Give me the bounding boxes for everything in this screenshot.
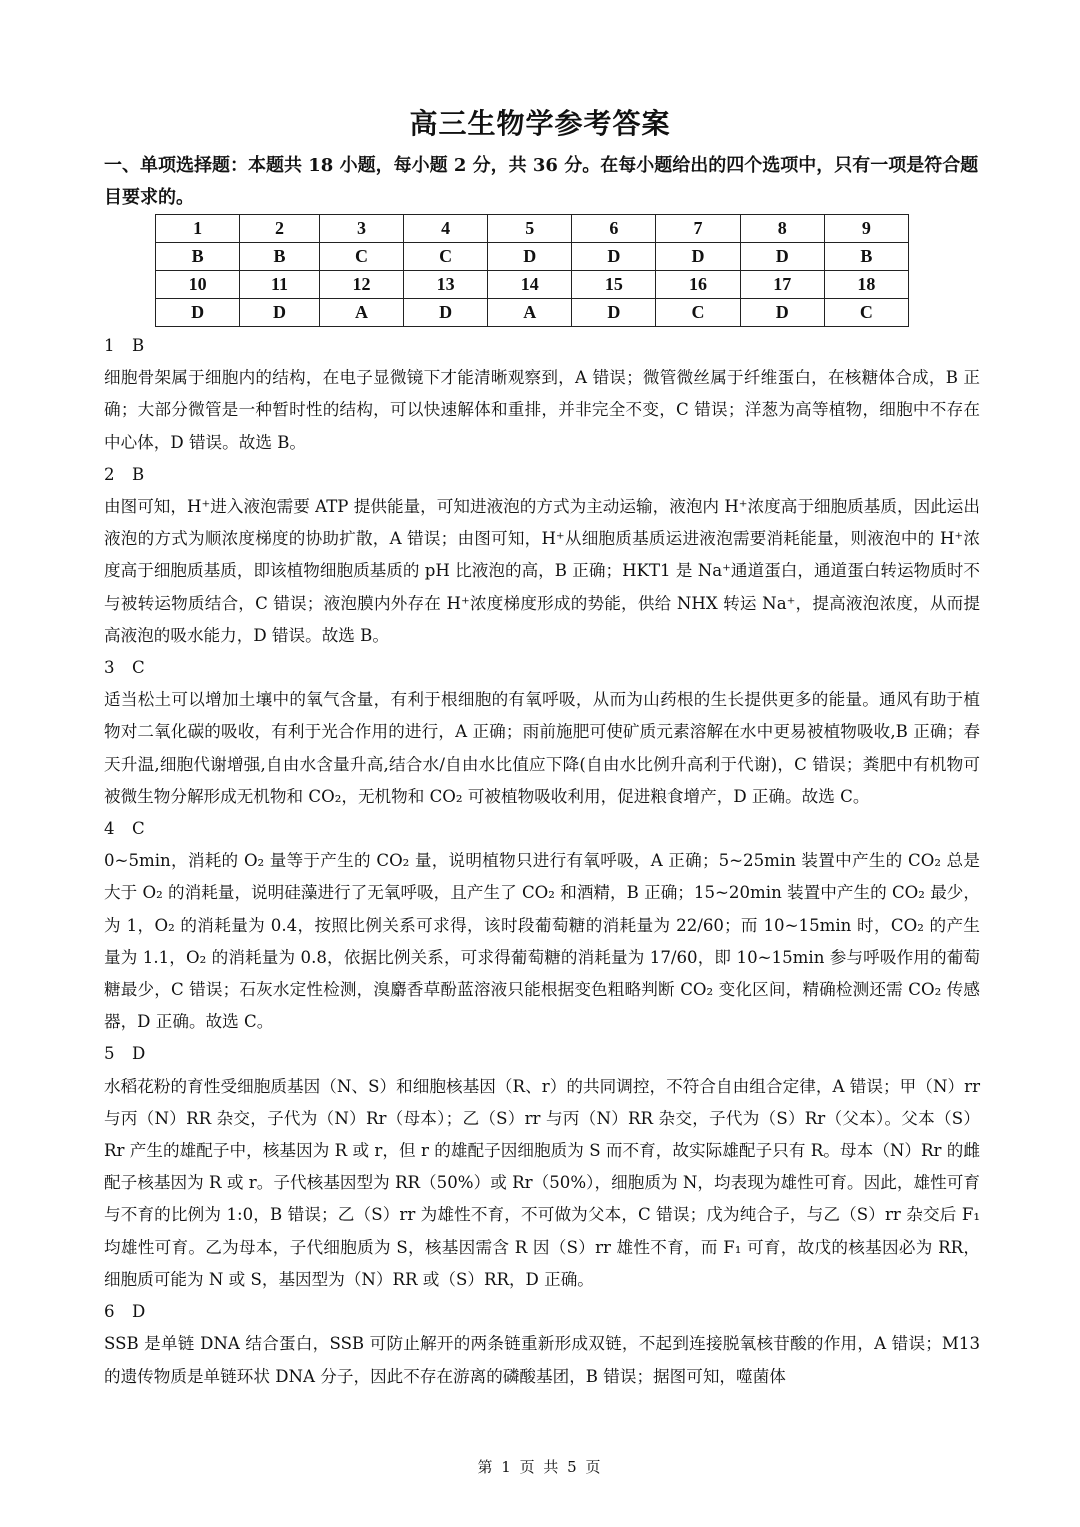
table-cell: 12 [319, 271, 403, 299]
table-cell: C [824, 299, 908, 327]
question-number: 6 [104, 1302, 115, 1322]
table-cell: A [488, 299, 572, 327]
question-number: 3 [104, 658, 115, 678]
table-cell: D [156, 299, 240, 327]
question-number: 2 [104, 464, 115, 484]
table-cell: B [824, 243, 908, 271]
answer-table [155, 214, 909, 327]
question-header [104, 1296, 980, 1328]
page-title: 高三生物学参考答案 [409, 107, 671, 140]
table-cell: C [656, 299, 740, 327]
table-cell: 14 [488, 271, 572, 299]
table-cell: D [656, 243, 740, 271]
table-cell: D [572, 299, 656, 327]
table-cell: 15 [572, 271, 656, 299]
table-cell: C [319, 243, 403, 271]
table-cell: 1 [156, 215, 240, 243]
table-cell: 13 [404, 271, 488, 299]
table-cell: 18 [824, 271, 908, 299]
page-footer: 第 1 页 共 5 页 [477, 1458, 603, 1476]
table-cell: 7 [656, 215, 740, 243]
question-answer: C [132, 819, 145, 839]
table-cell: 5 [488, 215, 572, 243]
question-answer: B [132, 464, 145, 484]
question-number: 1 [104, 336, 115, 355]
table-cell: B [240, 243, 320, 271]
table-cell: C [404, 243, 488, 271]
table-cell: A [319, 299, 403, 327]
question-explanation: 水稻花粉的育性受细胞质基因（N、S）和细胞核基因（R、r）的共同调控，不符合自由组合定律，A 错误；甲（N）rr 与丙（N）RR 杂交，子代为（N）Rr（母本）；乙（S）rr 与丙（N）RR 杂交，子代为（S）Rr（父本）。父本（S）Rr 产生的雄配子中，核基因为 R 或 r，但 r 的雄配子因细胞质为 S 而不育，故实际雄配子只有 R。母本（N）Rr 的雌配子核基因为 R 或 r。子代核基因型为 RR（50%）或 Rr（50%），细胞质为 N，均表现为雄性可育。因此，雄性可育与不育的比例为 1:0，B 错误；乙（S）rr 为雄性不育，不可做为父本，C 错误；戊为纯合子，与乙（S）rr 杂交后 F₁ 均雄性可育。乙为母本，子代细胞质为 S，核基因需含 R 因（S）rr 雄性不育，而 F₁ 可育，故戊的核基因必为 RR，细胞质可能为 N 或 S，基因型为（N）RR 或（S）RR，D 正确。 [104, 1076, 980, 1289]
table-cell: D [404, 299, 488, 327]
table-cell: 6 [572, 215, 656, 243]
table-cell: D [572, 243, 656, 271]
question-number: 4 [104, 819, 115, 839]
table-cell: D [240, 299, 320, 327]
table-cell: 8 [740, 215, 824, 243]
question-header [104, 652, 980, 684]
table-row [156, 243, 909, 271]
table-cell: 9 [824, 215, 908, 243]
table-cell: 2 [240, 215, 320, 243]
table-row [156, 215, 909, 243]
table-cell: 16 [656, 271, 740, 299]
table-cell: 11 [240, 271, 320, 299]
question-explanation: 由图可知，H⁺进入液泡需要 ATP 提供能量，可知进液泡的方式为主动运输，液泡内 H⁺浓度高于细胞质基质，因此运出液泡的方式为顺浓度梯度的协助扩散，A 错误；由图可知，H⁺从细胞质基质运进液泡需要消耗能量，则液泡中的 H⁺浓度高于细胞质基质，即该植物细胞质基质的 pH 比液泡的高，B 正确；HKT1 是 Na⁺通道蛋白，通道蛋白转运物质时不与被转运物质结合，C 错误；液泡膜内外存在 H⁺浓度梯度形成的势能，供给 NHX 转运 Na⁺，提高液泡浓度，从而提高液泡的吸水能力，D 错误。故选 B。 [104, 497, 980, 645]
table-cell: 10 [156, 271, 240, 299]
question-answer: B [132, 336, 145, 355]
table-cell: D [740, 243, 824, 271]
question-header [104, 813, 980, 845]
question-answer: D [132, 1302, 146, 1322]
table-cell: D [740, 299, 824, 327]
table-row [156, 271, 909, 299]
table-row [156, 299, 909, 327]
question-header [104, 459, 980, 491]
table-cell: B [156, 243, 240, 271]
question-explanation: SSB 是单链 DNA 结合蛋白，SSB 可防止解开的两条链重新形成双链，不起到连接脱氧核苷酸的作用，A 错误；M13 的遗传物质是单链环状 DNA 分子，因此不存在游离的磷酸基团，B 错误；据图可知，噬菌体 [104, 1334, 980, 1386]
question-answer: D [132, 1044, 146, 1064]
question-header [104, 1038, 980, 1070]
question-number: 5 [104, 1044, 115, 1064]
section-heading: 一、单项选择题：本题共 18 小题，每小题 2 分，共 36 分。在每小题给出的四个选项中，只有一项是符合题目要求的。 [104, 155, 979, 208]
question-answer: C [132, 658, 145, 678]
table-cell: 17 [740, 271, 824, 299]
question-explanation: 适当松土可以增加土壤中的氧气含量，有利于根细胞的有氧呼吸，从而为山药根的生长提供更多的能量。通风有助于植物对二氧化碳的吸收，有利于光合作用的进行，A 正确；雨前施肥可使矿质元素溶解在水中更易被植物吸收,B 正确；春天升温,细胞代谢增强,自由水含量升高,结合水/自由水比值应下降(自由水比例升高利于代谢)，C 错误；粪肥中有机物可被微生物分解形成无机物和 CO₂，无机物和 CO₂ 可被植物吸收利用，促进粮食增产，D 正确。故选 C。 [104, 690, 980, 806]
table-cell: 4 [404, 215, 488, 243]
question-explanation: 细胞骨架属于细胞内的结构，在电子显微镜下才能清晰观察到，A 错误；微管微丝属于纤维蛋白，在核糖体合成，B 正确；大部分微管是一种暂时性的结构，可以快速解体和重排，并非完全不变，C 错误；洋葱为高等植物，细胞中不存在中心体，D 错误。故选 B。 [104, 368, 980, 452]
question-explanation: 0~5min，消耗的 O₂ 量等于产生的 CO₂ 量，说明植物只进行有氧呼吸，A 正确；5~25min 装置中产生的 CO₂ 总是大于 O₂ 的消耗量，说明硅藻进行了无氧呼吸，且产生了 CO₂ 和酒精，B 正确；15~20min 装置中产生的 CO₂ 最少，为 1，O₂ 的消耗量为 0.4，按照比例关系可求得，该时段葡萄糖的消耗量为 22/60；而 10~15min 时，CO₂ 的产生量为 1.1，O₂ 的消耗量为 0.8，依据比例关系，可求得葡萄糖的消耗量为 17/60，即 10~15min 参与呼吸作用的葡萄糖最少，C 错误；石灰水定性检测，溴麝香草酚蓝溶液只能根据变色粗略判断 CO₂ 变化区间，精确检测还需 CO₂ 传感器，D 正确。故选 C。 [104, 851, 980, 1032]
table-cell: 3 [319, 215, 403, 243]
question-header [104, 330, 980, 362]
table-cell: D [488, 243, 572, 271]
explanations [104, 330, 980, 1393]
